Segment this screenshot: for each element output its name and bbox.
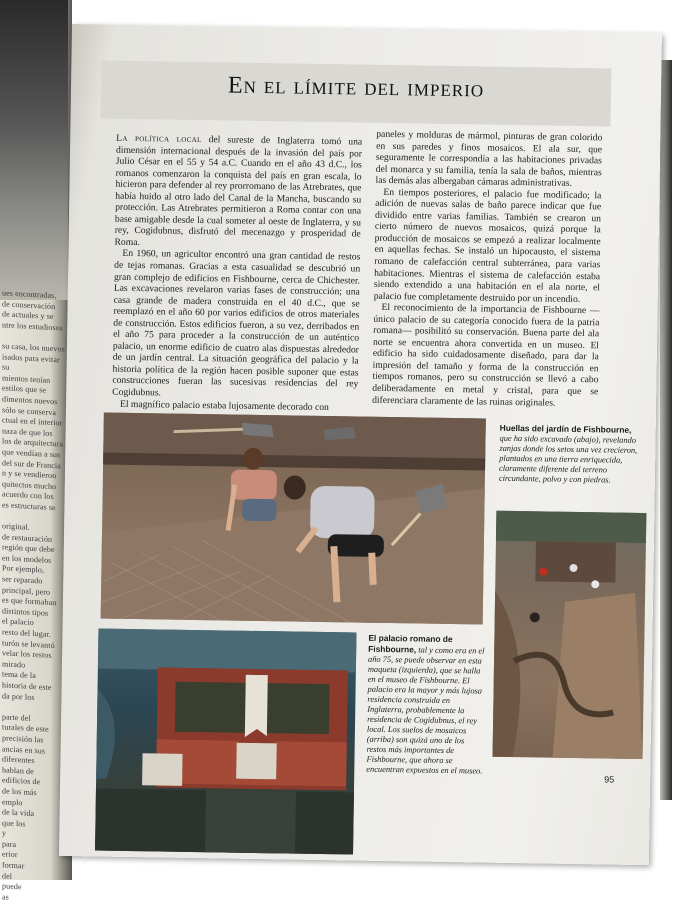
text-column-left [112, 133, 362, 414]
paragraph: En tiempos posteriores, el palacio fue modificado; la adición de nuevas salas de baño parece indicar que fue dividido entre varias familias. También se crearon un cierto número de nuevos mosaicos, quizá porque la producción de mosaicos se empezó a realizar localmente en aquellas fechas. Se instaló un hipocausto, el sistema romano de calefacción central subterránea, para varias habitaciones. Mientras el sistema de calefacción estaba siendo extendido a una habitación en el ala norte, el palacio fue completamente destruido por un incendio. [373, 186, 602, 305]
paragraph-text: del sureste de Inglaterra tomó una dimensión internacional después de la invasión del país por Julio César en el 55 y 54 a.C. Cuando en el año 43 d.C., los romanos comenzaron la conquista del país en gran escala, lo hicieron para defender al rey prorromano de las Atrebrates, que había huido al otro lado del Canal de la Mancha, buscando su protección. Las Atrebrates permitieron a Roma contar con una base amigable desde la cual someter al oeste de Inglaterra, y su rey, Cogidubnus, disfrutó del mecenazgo y prosperidad de Roma. [114, 134, 363, 249]
caption-palace [366, 633, 486, 777]
excavation-photo [101, 413, 486, 625]
lead-in: La política local [116, 132, 202, 146]
palace-model [95, 628, 356, 854]
garden-excavation-photo [493, 511, 647, 759]
garden-scene [493, 511, 647, 759]
excavation-scene [101, 413, 486, 625]
facing-page-photo [0, 0, 68, 300]
book-page [59, 24, 662, 865]
paragraph: paneles y molduras de mármol, pinturas de gran colorido en sus paredes y finos mosaicos. El ala sur, que seguramente le correspondía a las habitaciones privadas del monarca y su familia, tenía la sala de baños, mientras las demás alas albergaban cámaras administrativas. [375, 128, 603, 190]
paragraph: El reconocimiento de la importancia de Fishbourne —único palacio de su categoría conocido fuera de la patria romana— posibilitó su conservación. Buena parte del ala norte se encuentra ahora convertida en un museo. El edificio ha sido cuidadosamente diseñado, para dar la impresión del tamaño y forma de la construcción en tiempos romanos, pero su construcción se llevó a cabo deliberadamente en metal y cristal, para que se diferenciara claramente de las ruinas originales. [372, 302, 600, 409]
facing-page-text: ues encontradas, de conservación de actuales y se ntre los estudiosos su casa, los nuevos isados para evitar su mientos tenían estilos que se dimentos nuevos sólo se conserva ctual en el interior naza de que los los de arquitectura que vendían a sus del sur de Francia n y se vendieron quitectos mucho acuerdo con los es estructuras se original. de restauración región que debe en los modelos Por ejemplo, ser reparado principal, pero es que formaban distintos tipos el palacio resto del lugar. turón se levantó velar los restos mirado tema de la historia de este da por los parte del turales de este precisión las ancias en sus diferentes hablan de edificios de de los más emplo de la vida que los y para erior formar del puede as [2, 288, 65, 902]
caption-garden [499, 423, 640, 486]
palace-model-photo [95, 628, 356, 854]
page-number: 95 [604, 774, 615, 785]
caption-bold: Huellas del jardín de Fishbourne, [499, 422, 632, 435]
paragraph: El magnífico palacio estaba lujosamente decorado con [119, 398, 329, 413]
caption-bold: El palacio romano de Fishbourne, [368, 632, 453, 655]
text-column-right [372, 129, 602, 410]
caption-italic: que ha sido excavado (abajo), revelando zanjas donde los setos una vez crecieron, plantados en una tierra enriquecida, claramente diferente del terreno circundante, polvo y con piedras. [498, 433, 638, 485]
page-title: En el límite del imperio [227, 72, 485, 103]
caption-italic: tal y como era en el año 75, se puede observar en esta maqueta (izquierda), que se halla en el museo de Fishbourne. El palacio era la mayor y más lujosa residencia construida en Inglaterra, probablemente la residencia de Cogidubnus, el rey local. Los suelos de mosaicos (arriba) son quizá uno de los restos más importantes de Fishbourne, que ahora se encuentran expuestos en el museo. [366, 645, 485, 776]
book-spine-edge [660, 60, 672, 800]
paragraph [114, 133, 362, 252]
paragraph: En 1960, un agricultor encontró una gran cantidad de restos de tejas romanas. Gracias a esta casualidad se descubrió un gran complejo de edificios en Fishbourne, cerca de Chichester. Las excavaciones revelaron varias fases de construcción; una casa grande de madera construida en el 40 d.C., que se reemplazó en el año 60 por varios edificios de otros materiales de construcción. Estos edificios fueron, a su vez, derribados en el año 75 para proceder a la construcción de un auténtico palacio, un enorme edificio de cuatro alas dispuestas alrededor de un jardín central. La situación geográfica del palacio y la historia política de la región hacen posible suponer que estas construcciones fueran las sucesivas residencias del rey Cogidubnus. [112, 248, 361, 399]
